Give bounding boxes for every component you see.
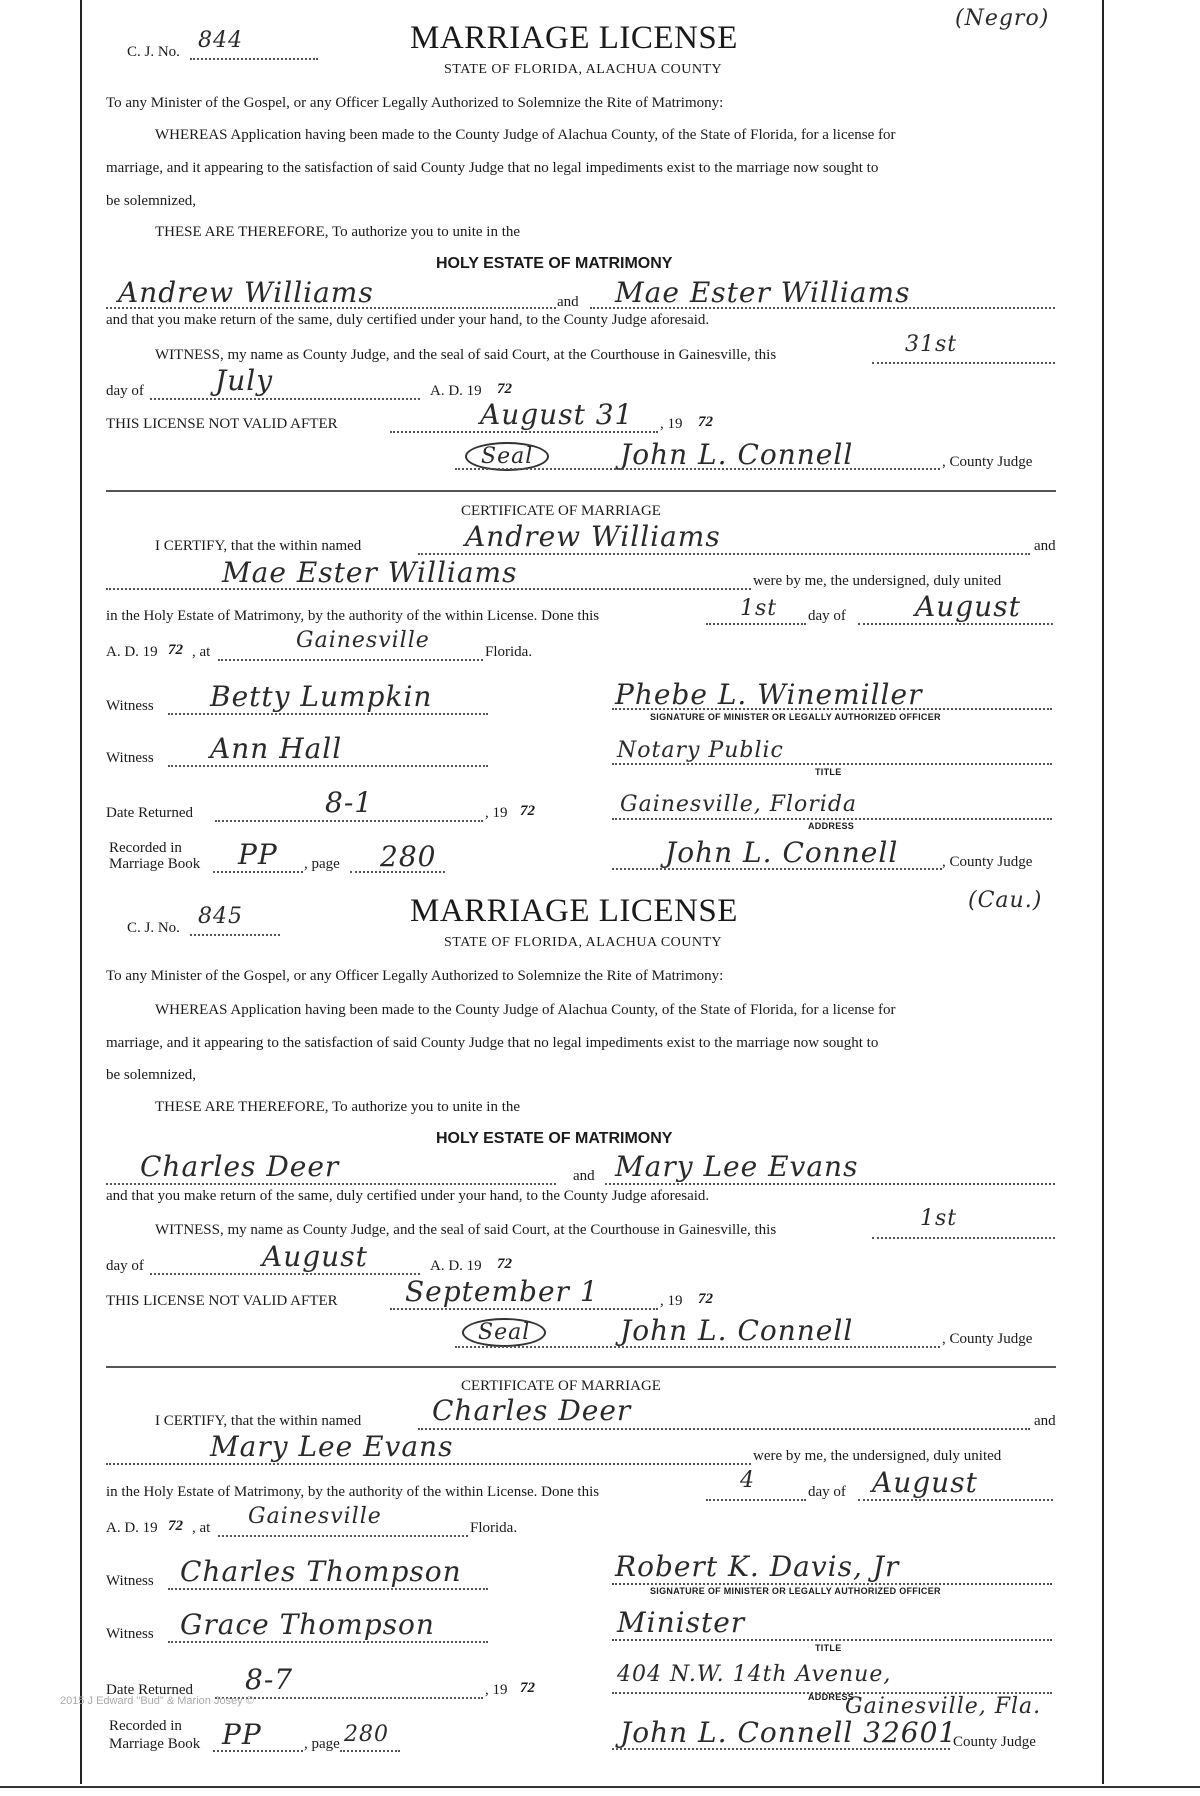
marriage-book: PP <box>222 1718 262 1751</box>
not-valid-label: THIS LICENSE NOT VALID AFTER <box>106 416 338 432</box>
florida-label: Florida. <box>485 644 533 660</box>
officer-title: Minister <box>617 1606 746 1639</box>
returned-year: 72 <box>520 1680 535 1696</box>
to-minister-line: To any Minister of the Gospel, or any Officer Legally Authorized to Solemnize the Rite of Matrimony: <box>106 95 724 111</box>
date-returned: 8-1 <box>325 786 374 819</box>
therefore-line: THESE ARE THEREFORE, To authorize you to unite in the <box>155 1099 521 1115</box>
whereas-line-1: WHEREAS Application having been made to the County Judge of Alachua County, of the State of Florida, for a license for <box>155 127 896 143</box>
marriage-book: PP <box>238 838 278 871</box>
officer-signature: Robert K. Davis, Jr <box>615 1550 900 1583</box>
address-caption: ADDRESS <box>808 821 855 831</box>
officer-address: 404 N.W. 14th Avenue, <box>617 1662 892 1687</box>
certify-label: I CERTIFY, that the within named <box>155 1413 362 1429</box>
done-day: 1st <box>740 596 778 621</box>
judge-signature: John L. Connell <box>620 438 854 471</box>
certificate-title: CERTIFICATE OF MARRIAGE <box>461 503 661 519</box>
day-of-label: day of <box>106 383 144 399</box>
and-word: and <box>573 1168 595 1184</box>
license-subtitle: STATE OF FLORIDA, ALACHUA COUNTY <box>444 935 723 950</box>
county-judge-label: , County Judge <box>942 1331 1033 1347</box>
not-valid-year-prefix: , 19 <box>660 416 683 432</box>
title-caption: TITLE <box>815 767 842 777</box>
court-seal: Seal <box>462 1318 546 1347</box>
done-day-of-label: day of <box>808 1484 846 1500</box>
issue-day: 1st <box>920 1206 958 1231</box>
witness-2-label: Witness <box>106 1626 154 1642</box>
to-minister-line: To any Minister of the Gospel, or any Officer Legally Authorized to Solemnize the Rite of Matrimony: <box>106 968 724 984</box>
license-title: MARRIAGE LICENSE <box>410 893 738 929</box>
bride-name: Mae Ester Williams <box>615 276 911 309</box>
cj-no-label: C. J. No. <box>127 920 180 936</box>
date-returned-label: Date Returned <box>106 1682 194 1698</box>
recorded-label-1: Recorded in <box>109 840 182 856</box>
groom-name: Andrew Williams <box>118 276 374 309</box>
done-ad-label: A. D. 19 <box>106 1520 158 1536</box>
returned-year-prefix: , 19 <box>485 1682 508 1698</box>
return-line: and that you make return of the same, duly certified under your hand, to the County Judge aforesaid. <box>106 312 710 328</box>
united-label: were by me, the undersigned, duly united <box>753 1448 1002 1464</box>
cert-and-word: and <box>1034 1413 1056 1429</box>
date-returned-label: Date Returned <box>106 805 194 821</box>
witness-2-label: Witness <box>106 750 154 766</box>
recorder-caption: County Judge <box>953 1734 1036 1750</box>
address-caption: ADDRESS <box>808 1692 855 1702</box>
issue-year: 72 <box>497 1256 512 1272</box>
whereas-line-1: WHEREAS Application having been made to the County Judge of Alachua County, of the State of Florida, for a license for <box>155 1002 896 1018</box>
united-label: were by me, the undersigned, duly united <box>753 573 1002 589</box>
place: Gainesville <box>248 1504 382 1529</box>
done-day: 4 <box>740 1468 755 1493</box>
holy-estate-heading: HOLY ESTATE OF MATRIMONY <box>436 255 673 272</box>
witness-1-label: Witness <box>106 1573 154 1589</box>
done-month: August <box>915 590 1021 623</box>
returned-year: 72 <box>520 803 535 819</box>
place: Gainesville <box>296 628 430 653</box>
recorder-signature: John L. Connell <box>665 836 899 869</box>
issue-month: July <box>215 364 274 397</box>
page-label: , page <box>304 1736 340 1752</box>
recorded-label-2: Marriage Book <box>109 856 201 872</box>
day-of-label: day of <box>106 1258 144 1274</box>
witness-1-signature: Betty Lumpkin <box>210 680 433 713</box>
ad-label: A. D. 19 <box>430 1258 482 1274</box>
witness-1-signature: Charles Thompson <box>180 1555 462 1588</box>
license-subtitle: STATE OF FLORIDA, ALACHUA COUNTY <box>444 62 723 77</box>
judge-signature: John L. Connell <box>620 1314 854 1347</box>
done-day-of-label: day of <box>808 608 846 624</box>
return-line: and that you make return of the same, duly certified under your hand, to the County Judge aforesaid. <box>106 1188 710 1204</box>
date-returned: 8-7 <box>245 1663 294 1696</box>
holy-estate-line: in the Holy Estate of Matrimony, by the authority of the within License. Done this <box>106 1484 600 1500</box>
recorder-signature: John L. Connell 32601 <box>620 1716 958 1749</box>
witness-line: WITNESS, my name as County Judge, and the seal of said Court, at the Courthouse in Gainesville, this <box>155 347 777 363</box>
witness-line: WITNESS, my name as County Judge, and the seal of said Court, at the Courthouse in Gainesville, this <box>155 1222 777 1238</box>
corner-note: (Cau.) <box>968 888 1043 913</box>
recorded-label-2: Marriage Book <box>109 1736 201 1752</box>
done-month: August <box>872 1466 978 1499</box>
cert-groom-name: Charles Deer <box>432 1394 632 1427</box>
done-ad-label: A. D. 19 <box>106 644 158 660</box>
copyright-watermark: 2015 J Edward "Bud" & Marion Josey © <box>60 1695 254 1707</box>
witness-2-signature: Grace Thompson <box>180 1608 435 1641</box>
not-valid-date: September 1 <box>405 1275 599 1308</box>
page-no: 280 <box>344 1722 389 1747</box>
corner-note: (Negro) <box>955 6 1050 31</box>
holy-estate-line: in the Holy Estate of Matrimony, by the authority of the within License. Done this <box>106 608 600 624</box>
page-no: 280 <box>380 840 437 873</box>
cj-no-label: C. J. No. <box>127 44 180 60</box>
returned-year-prefix: , 19 <box>485 805 508 821</box>
whereas-line-3: be solemnized, <box>106 1067 196 1083</box>
and-word: and <box>557 294 579 310</box>
cj-no-value: 845 <box>198 904 243 929</box>
not-valid-label: THIS LICENSE NOT VALID AFTER <box>106 1293 338 1309</box>
at-label: , at <box>192 644 211 660</box>
not-valid-date: August 31 <box>480 398 634 431</box>
bride-name: Mary Lee Evans <box>615 1150 859 1183</box>
certify-label: I CERTIFY, that the within named <box>155 538 362 554</box>
witness-2-signature: Ann Hall <box>210 732 343 765</box>
title-caption: TITLE <box>815 1643 842 1653</box>
court-seal: Seal <box>465 442 549 471</box>
cert-bride-name: Mary Lee Evans <box>210 1430 454 1463</box>
groom-name: Charles Deer <box>140 1150 340 1183</box>
cj-no-value: 844 <box>198 28 243 53</box>
holy-estate-heading: HOLY ESTATE OF MATRIMONY <box>436 1130 673 1147</box>
certificate-title: CERTIFICATE OF MARRIAGE <box>461 1378 661 1394</box>
recorder-caption: , County Judge <box>942 854 1033 870</box>
license-title: MARRIAGE LICENSE <box>410 20 738 56</box>
cert-bride-name: Mae Ester Williams <box>222 556 518 589</box>
therefore-line: THESE ARE THEREFORE, To authorize you to unite in the <box>155 224 521 240</box>
officer-signature: Phebe L. Winemiller <box>615 678 923 711</box>
officer-caption: SIGNATURE OF MINISTER OR LEGALLY AUTHORIZED OFFICER <box>650 1586 941 1596</box>
not-valid-year: 72 <box>698 1291 713 1307</box>
county-judge-label: , County Judge <box>942 454 1033 470</box>
officer-address: Gainesville, Florida <box>620 792 858 817</box>
officer-address-line-2: Gainesville, Fla. <box>845 1694 1042 1719</box>
witness-1-label: Witness <box>106 698 154 714</box>
florida-label: Florida. <box>470 1520 518 1536</box>
cert-groom-name: Andrew Williams <box>465 520 721 553</box>
officer-title: Notary Public <box>617 738 784 763</box>
issue-year: 72 <box>497 381 512 397</box>
whereas-line-2: marriage, and it appearing to the satisfaction of said County Judge that no legal impediments exist to the marriage now sought to <box>106 160 879 176</box>
whereas-line-2: marriage, and it appearing to the satisfaction of said County Judge that no legal impediments exist to the marriage now sought to <box>106 1035 879 1051</box>
issue-day: 31st <box>905 332 958 357</box>
officer-caption: SIGNATURE OF MINISTER OR LEGALLY AUTHORIZED OFFICER <box>650 712 941 722</box>
issue-month: August <box>262 1240 368 1273</box>
recorded-label-1: Recorded in <box>109 1718 182 1734</box>
whereas-line-3: be solemnized, <box>106 193 196 209</box>
page-label: , page <box>304 856 340 872</box>
not-valid-year: 72 <box>698 414 713 430</box>
done-year: 72 <box>168 642 183 658</box>
ad-label: A. D. 19 <box>430 383 482 399</box>
cert-and-word: and <box>1034 538 1056 554</box>
not-valid-year-prefix: , 19 <box>660 1293 683 1309</box>
at-label: , at <box>192 1520 211 1536</box>
done-year: 72 <box>168 1518 183 1534</box>
bottom-rule <box>0 1786 1200 1788</box>
